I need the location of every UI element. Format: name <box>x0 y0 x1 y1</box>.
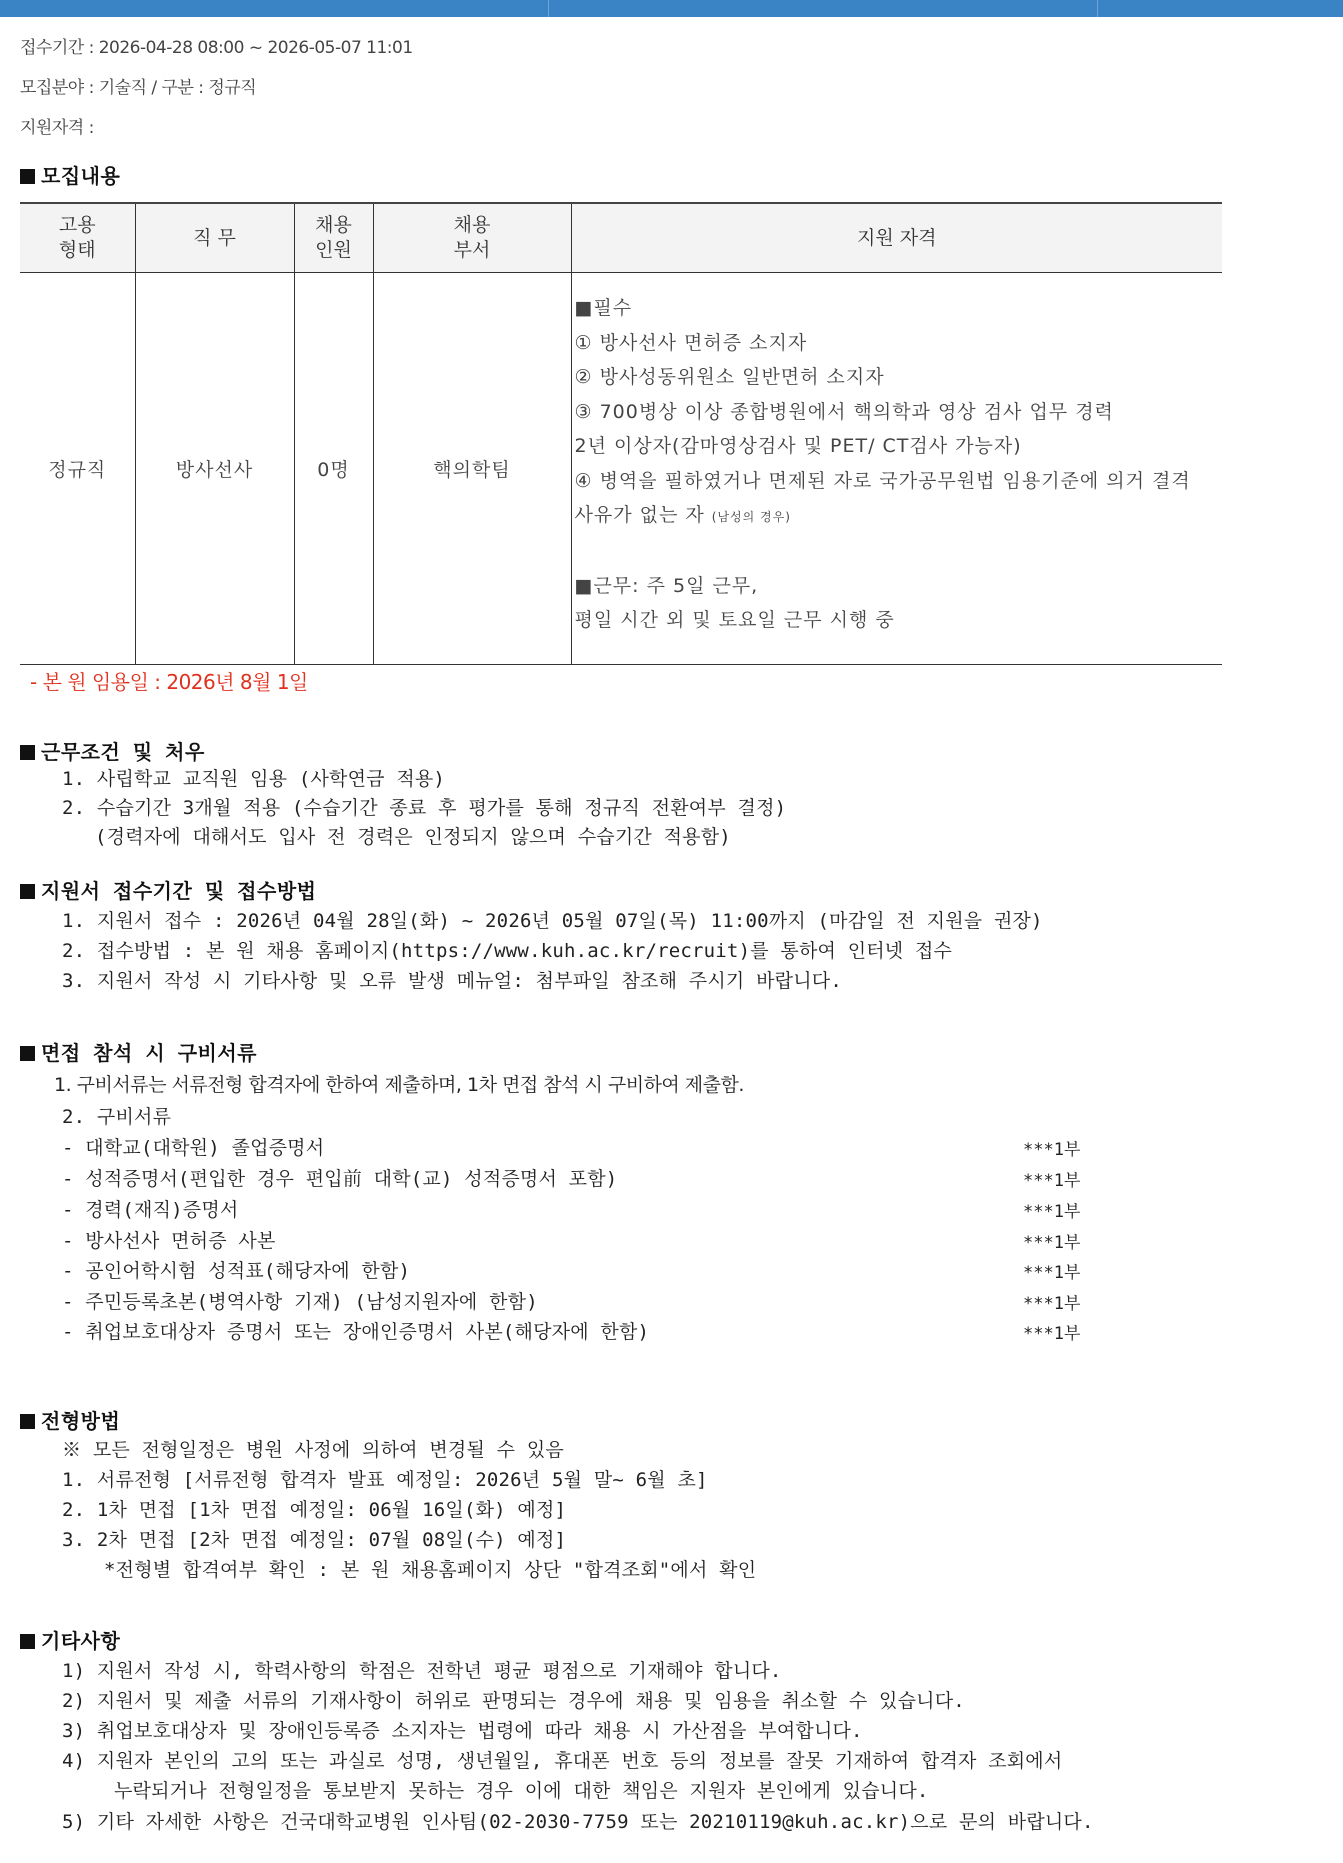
document-qty: ***1부 <box>1023 1233 1081 1253</box>
top-bar-divider <box>548 0 549 17</box>
requirement-3-cont: 2년 이상자(감마영상검사 및 PET/ CT검사 가능자) <box>574 435 1022 457</box>
square-bullet-icon <box>20 745 35 760</box>
application-section-title: 지원서 접수기간 및 접수방법 <box>20 875 316 904</box>
square-bullet-icon <box>20 884 35 899</box>
square-bullet-icon <box>20 1634 35 1649</box>
misc-item: 4) 지원자 본인의 고의 또는 과실로 성명, 생년월일, 휴대폰 번호 등의 정보를 잘못 기재하여 합격자 조회에서 <box>62 1750 1063 1772</box>
conditions-item: (경력자에 대해서도 입사 전 경력은 인정되지 않으며 수습기간 적용함) <box>95 826 731 848</box>
document-qty: ***1부 <box>1023 1202 1081 1222</box>
work-heading: ■근무: 주 5일 근무, <box>574 574 759 597</box>
selection-item: 1. 서류전형 [서류전형 합격자 발표 예정일: 2026년 5월 말~ 6월 초] <box>62 1469 708 1491</box>
document-item: - 주민등록초본(병역사항 기재) (남성지원자에 한함) <box>62 1291 538 1313</box>
document-qty: ***1부 <box>1023 1140 1081 1160</box>
recruit-section-title: 모집내용 <box>20 160 120 189</box>
conditions-item: 1. 사립학교 교직원 임용 (사학연금 적용) <box>62 768 446 790</box>
document-item: - 성적증명서(편입한 경우 편입前 대학(교) 성적증명서 포함) <box>62 1168 618 1190</box>
document-item: - 취업보호대상자 증명서 또는 장애인증명서 사본(해당자에 한함) <box>62 1321 650 1343</box>
documents-note: 1. 구비서류는 서류전형 합격자에 한하여 제출하며, 1차 면접 참석 시 구비하여 제출함. <box>54 1074 744 1096</box>
header-employment-type: 고용 형태 <box>20 203 135 273</box>
selection-item: 3. 2차 면접 [2차 면접 예정일: 07월 08일(수) 예정] <box>62 1529 567 1551</box>
documents-subtitle: 2. 구비서류 <box>62 1106 172 1128</box>
requirement-2: ② 방사성동위원소 일반면허 소지자 <box>574 366 885 388</box>
requirement-3: ③ 700병상 이상 종합병원에서 핵의학과 영상 검사 업무 경력 <box>574 400 1114 423</box>
top-bar <box>0 0 1343 17</box>
header-qualifications: 지원 자격 <box>571 203 1222 273</box>
square-bullet-icon <box>20 169 35 184</box>
document-item: - 경력(재직)증명서 <box>62 1199 239 1221</box>
qualification-label: 지원자격 : <box>20 118 94 138</box>
square-bullet-icon <box>20 1414 35 1429</box>
document-item: - 공인어학시험 성적표(해당자에 한함) <box>62 1260 411 1282</box>
misc-item: 1) 지원서 작성 시, 학력사항의 학점은 전학년 평균 평점으로 기재해야 합니다. <box>62 1660 782 1682</box>
application-period: 접수기간 : 2026-04-28 08:00 ~ 2026-05-07 11:01 <box>20 38 413 58</box>
cell-qualifications <box>571 273 1222 665</box>
cell-duty: 방사선사 <box>135 273 294 665</box>
requirement-4-note: (남성의 경우) <box>711 510 791 524</box>
application-item: 1. 지원서 접수 : 2026년 04월 28일(화) ~ 2026년 05월 07일(목) 11:00까지 (마감일 전 지원을 권장) <box>62 910 1043 932</box>
application-item: 2. 접수방법 : 본 원 채용 홈페이지(https://www.kuh.ac.kr/recruit)를 통하여 인터넷 접수 <box>62 940 953 962</box>
document-qty: ***1부 <box>1023 1324 1081 1344</box>
document-item: - 방사선사 면허증 사본 <box>62 1230 276 1252</box>
misc-item: 3) 취업보호대상자 및 장애인등록증 소지자는 법령에 따라 채용 시 가산점을 부여합니다. <box>62 1720 863 1742</box>
required-heading: ■필수 <box>574 297 633 319</box>
square-bullet-icon <box>20 1046 35 1061</box>
application-item: 3. 지원서 작성 시 기타사항 및 오류 발생 메뉴얼: 첨부파일 참조해 주시기 바랍니다. <box>62 970 842 992</box>
misc-section-title: 기타사항 <box>20 1625 120 1654</box>
selection-note: ※ 모든 전형일정은 병원 사정에 의하여 변경될 수 있음 <box>62 1439 564 1461</box>
table-header-row <box>20 203 1222 273</box>
header-duty: 직 무 <box>135 203 294 273</box>
conditions-item: 2. 수습기간 3개월 적용 (수습기간 종료 후 평가를 통해 정규직 전환여부 결정) <box>62 797 787 819</box>
cell-department: 핵의학팀 <box>373 273 571 665</box>
document-item: - 대학교(대학원) 졸업증명서 <box>62 1137 325 1159</box>
selection-item: 2. 1차 면접 [1차 면접 예정일: 06월 16일(화) 예정] <box>62 1499 567 1521</box>
recruit-table <box>20 202 1222 665</box>
cell-employment-type: 정규직 <box>20 273 135 665</box>
top-bar-divider <box>1097 0 1098 17</box>
header-hire-count: 채용 인원 <box>294 203 373 273</box>
appointment-date: - 본 원 임용일 : 2026년 8월 1일 <box>30 670 308 694</box>
document-qty: ***1부 <box>1023 1171 1081 1191</box>
work-description: 평일 시간 외 및 토요일 근무 시행 중 <box>574 609 895 631</box>
misc-item: 5) 기타 자세한 사항은 건국대학교병원 인사팀(02-2030-7759 또는 20210119@kuh.ac.kr)으로 문의 바랍니다. <box>62 1811 1094 1833</box>
recruit-field: 모집분야 : 기술직 / 구분 : 정규직 <box>20 78 257 98</box>
table-row <box>20 273 1222 665</box>
requirement-4: ④ 병역을 필하였거나 면제된 자로 국가공무원법 임용기준에 의거 결격 <box>574 469 1191 492</box>
misc-item-cont: 누락되거나 전형일정을 통보받지 못하는 경우 이에 대한 책임은 지원자 본인에게 있습니다. <box>114 1780 929 1802</box>
cell-hire-count: 0명 <box>294 273 373 665</box>
misc-item: 2) 지원서 및 제출 서류의 기재사항이 허위로 판명되는 경우에 채용 및 임용을 취소할 수 있습니다. <box>62 1690 965 1712</box>
conditions-section-title: 근무조건 및 처우 <box>20 736 205 765</box>
document-qty: ***1부 <box>1023 1294 1081 1314</box>
selection-check-note: *전형별 합격여부 확인 : 본 원 채용홈페이지 상단 "합격조회"에서 확인 <box>104 1559 757 1581</box>
header-department: 채용 부서 <box>373 203 571 273</box>
selection-section-title: 전형방법 <box>20 1405 120 1434</box>
document-qty: ***1부 <box>1023 1263 1081 1283</box>
requirement-4-cont: 사유가 없는 자 (남성의 경우) <box>574 504 791 526</box>
documents-section-title: 면접 참석 시 구비서류 <box>20 1037 257 1066</box>
requirement-1: ① 방사선사 면허증 소지자 <box>574 331 808 354</box>
